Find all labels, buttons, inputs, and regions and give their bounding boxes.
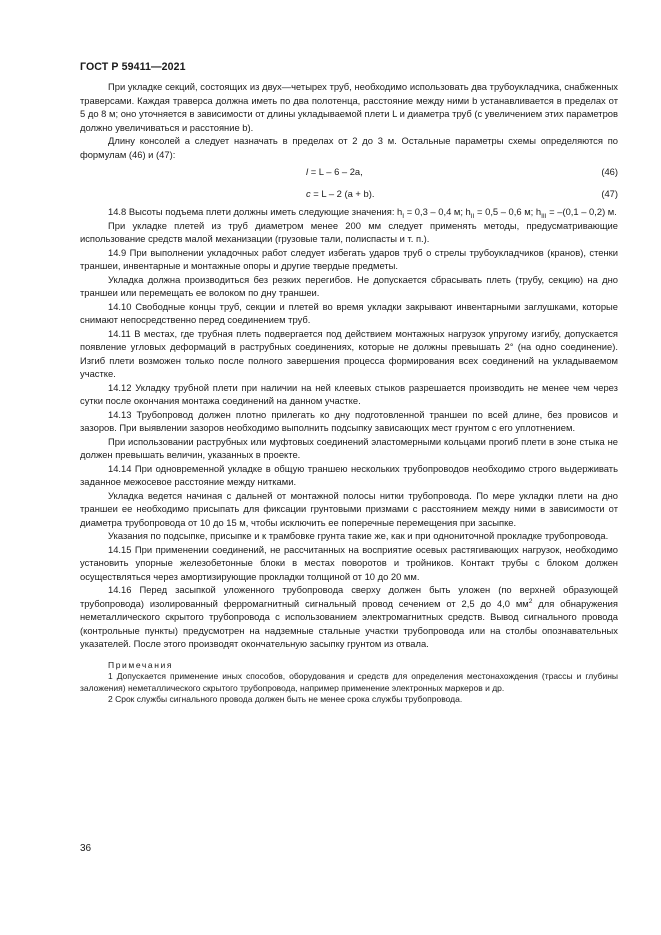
- note-item: 1 Допускается применение иных способов, оборудования и средств для определения местонахождения (трассы и глубины заложения) неметаллического скрытого трубопровода, например применение электронных маркеров и др.: [80, 671, 618, 693]
- paragraph: Длину консолей a следует назначать в пределах от 2 до 3 м. Остальные параметры схемы определяются по формулам (46) и (47):: [80, 135, 618, 160]
- clause-14-10: 14.10 Свободные концы труб, секции и плетей во время укладки закрывают инвентарными заглушками, которые снимают непосредственно перед соединением труб.: [80, 300, 618, 325]
- document-body: [80, 80, 618, 706]
- formula-number: (46): [601, 166, 618, 177]
- note-item: 2 Срок службы сигнального провода должен быть не менее срока службы трубопровода.: [108, 694, 463, 705]
- clause-14-15: 14.15 При применении соединений, не рассчитанных на восприятие осевых растягивающих нагрузок, необходимо установить упорные железобетонные блоки в местах поворотов и тройников. Контакт трубы с блоком должен осуществляться через амортизирующие прокладки толщиной от 10 до 20 мм.: [80, 543, 618, 582]
- subscript: I: [402, 212, 405, 220]
- text-run: для обнаружения неметаллического скрытого трубопровода с использованием электромагнитных средств. Вывод сигнального провода (контрольные пункты) предусмотрен на надземные стальные участки трубопровода или на столбы опознавательных указателей. После этого производят окончательную засыпку грунтом из отвала.: [80, 597, 618, 649]
- text-run: = 0,3 – 0,4 м; h: [404, 206, 471, 217]
- clause-14-16: [80, 583, 618, 651]
- notes-title: Примечания: [108, 659, 174, 670]
- formula-lhs: c: [306, 188, 311, 199]
- clause-14-14: 14.14 При одновременной укладке в общую траншею нескольких трубопроводов необходимо строго выдерживать заданное межосевое расстояние между нитками.: [80, 462, 618, 487]
- document-header: ГОСТ Р 59411—2021: [80, 61, 186, 73]
- subscript: II: [470, 212, 475, 220]
- clause-14-8: [80, 205, 618, 219]
- page-number: 36: [80, 843, 92, 854]
- clause-14-13: 14.13 Трубопровод должен плотно прилегать ко дну подготовленной траншеи по всей длине, без провисов и зазоров. При выявлении зазоров необходимо выполнить подсыпку зависающих мест грунтом с его уплотнением.: [80, 408, 618, 433]
- formula-rhs: = L – 2 (a + b).: [310, 188, 375, 199]
- formula-expression: [306, 187, 374, 201]
- clause-14-11: 14.11 В местах, где трубная плеть подвергается под действием монтажных нагрузок упругому изгибу, допускается появление угловых деформаций в раструбных соединениях, которые не должны превышать 2° (на одно соединение). Изгиб плети возможен только после полного завершения процесса формирования всех соединений на укладываемом участке.: [80, 327, 618, 379]
- formula-47: [80, 183, 618, 205]
- paragraph: При использовании раструбных или муфтовых соединений эластомерными кольцами прогиб плети в зоне стыка не должен превышать величин, указанных в проекте.: [80, 435, 618, 460]
- paragraph: Указания по подсыпке, присыпке и к трамбовке грунта такие же, как и при однониточной прокладке трубопровода.: [108, 530, 609, 541]
- formula-expression: [306, 165, 363, 179]
- subscript: III: [541, 212, 547, 220]
- paragraph: Укладка ведется начиная с дальней от монтажной полосы нитки трубопровода. По мере укладки плети на дно траншеи ее необходимо присыпать для фиксации грунтовыми призмами с расстоянием между ними в зависимости от диаметра трубопровода от 10 до 15 м, чтобы исключить ее поперечные перемещения при засыпке.: [80, 489, 618, 528]
- superscript: 2: [528, 597, 533, 605]
- paragraph: При укладке плетей из труб диаметром менее 200 мм следует применять методы, предусматривающие использование средств малой механизации (грузовые тали, полиспасты и т. п.).: [80, 219, 618, 244]
- text-run: 14.8 Высоты подъема плети должны иметь следующие значения: h: [108, 206, 403, 217]
- paragraph: При укладке секций, состоящих из двух—четырех труб, необходимо использовать два трубоукладчика, снабженных траверсами. Каждая траверса должна иметь по два полотенца, расстояние между ними b устанавливается в пределах от 5 до 8 м; оно уточняется в зависимости от длины укладываемой плети L и диаметра труб (с увеличением этих параметров должно увеличиваться и расстояние b).: [80, 81, 618, 133]
- clause-14-9: 14.9 При выполнении укладочных работ следует избегать ударов труб о стрелы трубоукладчиков (кранов), стенки траншеи, инвентарные и монтажные опоры и другие твердые предметы.: [80, 246, 618, 271]
- notes-section: [80, 660, 618, 706]
- formula-lhs: l: [306, 166, 309, 177]
- text-run: 14.16 Перед засыпкой уложенного трубопровода сверху должен быть уложен (по верхней образующей трубопровода) изолированный ферромагнитный сигнальный провод сечением от 2,5 до 4,0 мм: [80, 584, 618, 609]
- formula-46: [80, 161, 618, 183]
- text-run: = 0,5 – 0,6 м; h: [474, 206, 542, 217]
- text-run: = –(0,1 – 0,2) м.: [546, 206, 617, 217]
- formula-rhs: = L – 6 – 2a,: [308, 166, 363, 177]
- formula-number: (47): [601, 188, 618, 199]
- paragraph: Укладка должна производиться без резких перегибов. Не допускается сбрасывать плеть (трубу, секцию) на дно траншеи или перемещать ее волоком по дну траншеи.: [80, 273, 618, 298]
- clause-14-12: 14.12 Укладку трубной плети при наличии на ней клеевых стыков разрешается производить не менее чем через сутки после окончания монтажа соединений на данном участке.: [80, 381, 618, 406]
